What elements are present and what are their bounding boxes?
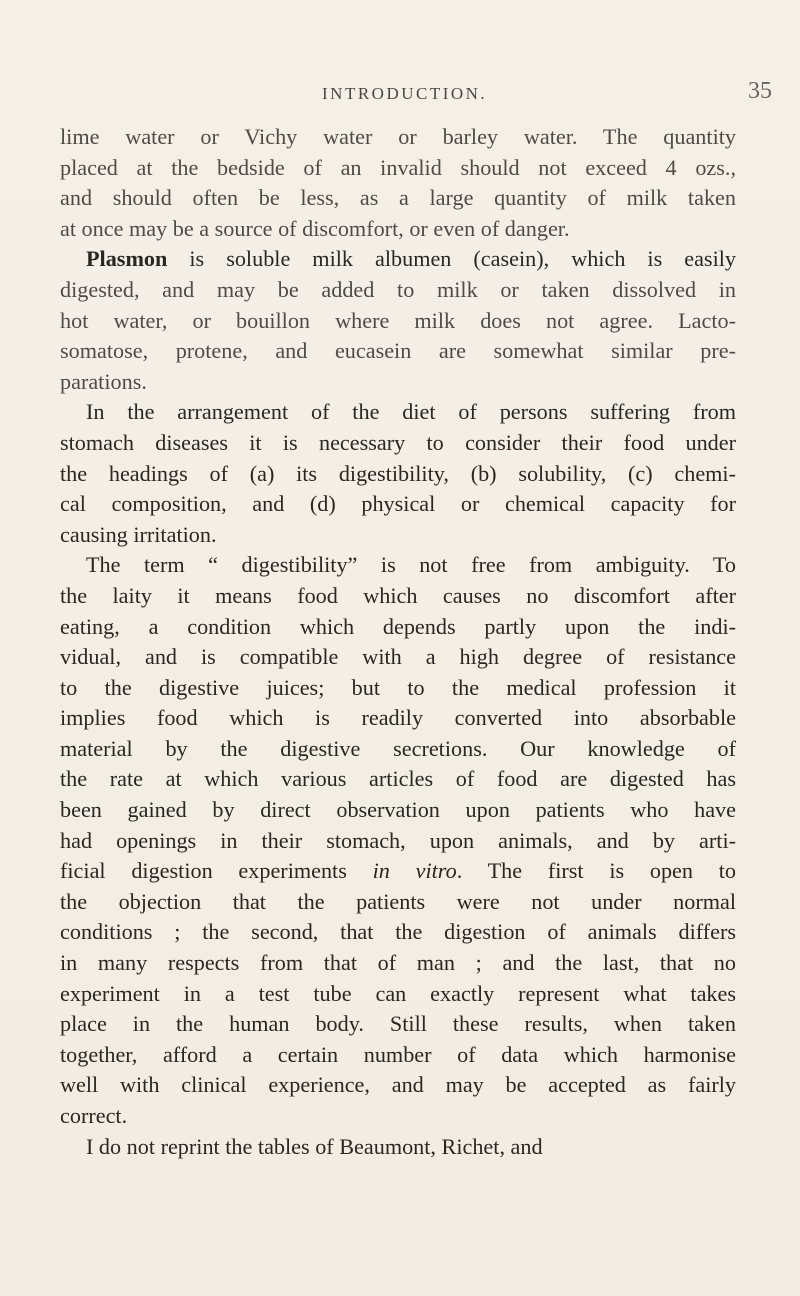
text-line: I do not reprint the tables of Beaumont, Richet, and xyxy=(86,1133,543,1159)
text-line: the objection that the patients were not under normal xyxy=(60,888,736,914)
text-line: well with clinical experience, and may be accepted as fairly xyxy=(60,1072,736,1098)
text-line: cal composition, and (d) physical or chemical capacity for xyxy=(60,491,736,517)
running-head xyxy=(0,78,800,114)
text-line: stomach diseases it is necessary to consider their food under xyxy=(60,429,736,455)
text-line: in many respects from that of man ; and the last, that no xyxy=(60,950,736,976)
text-line: vidual, and is compatible with a high degree of resistance xyxy=(60,644,736,670)
running-title: INTRODUCTION. xyxy=(322,84,488,103)
text-line: the headings of (a) its digestibility, (b) solubility, (c) chemi- xyxy=(60,460,736,486)
text-line: had openings in their stomach, upon animals, and by arti- xyxy=(60,827,736,853)
text-line: somatose, protene, and eucasein are somewhat similar pre- xyxy=(60,338,736,364)
text-line: at once may be a source of discomfort, or even of danger. xyxy=(60,215,570,241)
text-line: and should often be less, as a large quantity of milk taken xyxy=(60,185,736,211)
text-line: In the arrangement of the diet of persons suffering from xyxy=(86,399,736,425)
text-line: eating, a condition which depends partly upon the indi- xyxy=(60,613,736,639)
text-line: causing irritation. xyxy=(60,521,217,547)
text-line: implies food which is readily converted into absorbable xyxy=(60,705,736,731)
text-line: digested, and may be added to milk or taken dissolved in xyxy=(60,276,736,302)
text-line: ficial digestion experiments in vitro. The first is open to xyxy=(60,858,736,884)
page-number: 35 xyxy=(748,78,772,104)
text-line: experiment in a test tube can exactly represent what takes xyxy=(60,980,736,1006)
text-line: material by the digestive secretions. Our knowledge of xyxy=(60,735,736,761)
text-line: placed at the bedside of an invalid should not exceed 4 ozs., xyxy=(60,154,736,180)
text-line: correct. xyxy=(60,1103,128,1128)
text-line: The term “ digestibility” is not free from ambiguity. To xyxy=(86,552,736,578)
text-line: lime water or Vichy water or barley water. The quantity xyxy=(60,124,736,149)
text-line: parations. xyxy=(60,368,147,394)
text-line: the rate at which various articles of food are digested has xyxy=(60,766,736,792)
text-line: Plasmon is soluble milk albumen (casein), which is easily xyxy=(86,246,736,272)
text-line: to the digestive juices; but to the medical profession it xyxy=(60,674,736,700)
text-line: conditions ; the second, that the digestion of animals differs xyxy=(60,919,736,945)
text-line: hot water, or bouillon where milk does not agree. Lacto- xyxy=(60,307,736,333)
text-line: together, afford a certain number of data which harmonise xyxy=(60,1041,736,1067)
body-text xyxy=(60,122,736,1162)
text-line: been gained by direct observation upon patients who have xyxy=(60,797,736,823)
text-line: place in the human body. Still these results, when taken xyxy=(60,1011,736,1037)
text-line: the laity it means food which causes no discomfort after xyxy=(60,582,736,608)
